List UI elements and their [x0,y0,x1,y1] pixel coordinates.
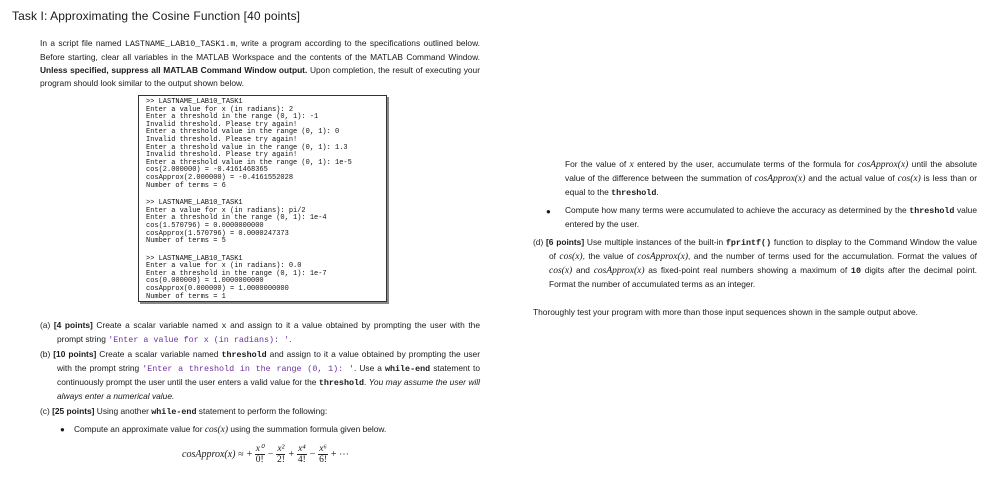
console-line: Enter a threshold in the range (0, 1): 1e-4 [146,214,327,223]
intro-paragraph: In a script file named LASTNAME_LAB10_TASK1.m, write a program according to the specifications outlined below. Before starting, clear all variables in the MATLAB Workspace and the contents of the MATLAB Command Window. Unless specified, suppress all MATLAB Command Window output. Upon completion, the result of executing your program should look similar to the output shown below. [40,38,481,88]
console-line: >> LASTNAME_LAB10_TASK1 [146,98,243,106]
formula-term [255,444,265,465]
part-d: (d) [6 points] Use multiple instances of the built-in fprintf() function to display to the Command Window the value of cos(x), the value of cosApprox(x), and the number of terms used for the accumulation. Format the values of cos(x) and cosApprox(x) as fixed-point real numbers showing a maximum of 10 digits after the decimal point. Format the number of accumulated terms as an integer. [533,237,978,289]
term-numerator: x⁶ [319,444,327,454]
formula-operator: + [288,449,295,460]
console-line: cosApprox(1.570796) = 0.0000247373 [146,229,289,238]
part-a: (a) [4 points] Create a scalar variable named x and assign to it a value obtained by prompting the user with the prompt string 'Enter a value for x (in radians): '. [40,320,481,345]
console-line: cosApprox(0.000000) = 1.0000000000 [146,285,289,294]
part-b: (b) [10 points] Create a scalar variable named threshold and assign to it a value obtained by prompting the user with the prompt string 'Enter a threshold in the range (0, 1): '. Use a while-end statement to continuously prompt the user until the user enters a valid value for the threshold. You may assume the user will always enter a numerical value. [40,349,481,401]
console-line: Enter a threshold value in the range (0, 1): 1e-5 [146,158,352,167]
console-line: Invalid threshold. Please try again! [146,151,298,160]
term-numerator: x² [277,444,285,454]
console-line: Enter a value for x (in radians): 2 [146,105,294,114]
term-denominator: 4! [297,455,306,465]
console-line: Number of terms = 1 [146,292,226,301]
formula-lhs: cosApprox(x) ≈ + [182,449,253,460]
formula-term [318,444,328,465]
term-denominator: 2! [276,455,285,465]
term-denominator: 6! [319,455,328,465]
formula-operator: − [309,449,316,460]
term-numerator: x⁴ [298,444,306,454]
bullet-icon: ● [546,207,551,216]
script-filename: LASTNAME_LAB10_TASK1.m [124,39,236,49]
console-line: Invalid threshold. Please try again! [146,120,298,129]
part-c-bullet-1: Compute an approximate value for cos(x) using the summation formula given below. [74,424,387,435]
console-line: Number of terms = 5 [146,237,226,246]
console-line: Invalid threshold. Please try again! [146,135,298,144]
prompt-string-x: 'Enter a value for x (in radians): ' [108,335,290,345]
console-line: cosApprox(2.000000) = -0.4161552028 [146,173,294,182]
console-line: Enter a threshold value in the range (0, 1): 0 [146,128,340,137]
console-line: Enter a value for x (in radians): 0.0 [146,262,302,271]
console-line: Enter a threshold in the range (0, 1): -1 [146,113,319,122]
sample-output-console [138,95,387,302]
cos-approx-formula [182,444,350,465]
term-denominator: 0! [255,455,264,465]
console-line: Enter a value for x (in radians): pi/2 [146,206,306,215]
console-line: Enter a threshold value in the range (0, 1): 1.3 [146,143,348,152]
term-numerator: x⁰ [255,444,264,454]
bullet-icon: ● [60,425,65,434]
console-line: cos(2.000000) = -0.4161468365 [146,166,268,175]
closing-paragraph: Thoroughly test your program with more than those input sequences shown in the sample output above. [533,307,919,317]
console-line: >> LASTNAME_LAB10_TASK1 [146,254,243,263]
formula-operator: − [267,449,274,460]
count-terms-bullet: Compute how many terms were accumulated to achieve the accuracy as determined by the threshold value entered by the user. [565,205,977,229]
formula-term [297,444,307,465]
console-line: >> LASTNAME_LAB10_TASK1 [146,199,243,208]
accumulate-paragraph: For the value of x entered by the user, accumulate terms of the formula for cosApprox(x) until the absolute value of the difference between the summation of cosApprox(x) and the actual value of cos(x) is less than or equal to the threshold. [565,159,977,198]
console-line: Number of terms = 6 [146,181,226,190]
fprintf-function: fprintf() [725,238,772,248]
formula-operator: + ⋯ [330,449,349,460]
console-line: cos(1.570796) = 0.0000000000 [146,221,264,230]
console-line: cos(0.000000) = 1.0000000000 [146,277,264,286]
part-c: (c) [25 points] Using another while-end statement to perform the following: [40,406,328,417]
prompt-string-threshold: 'Enter a threshold in the range (0, 1): ' [142,364,354,374]
page-title: Task I: Approximating the Cosine Function [40 points] [12,9,301,23]
console-line: Enter a threshold in the range (0, 1): 1e-7 [146,269,327,278]
formula-term [276,444,285,465]
